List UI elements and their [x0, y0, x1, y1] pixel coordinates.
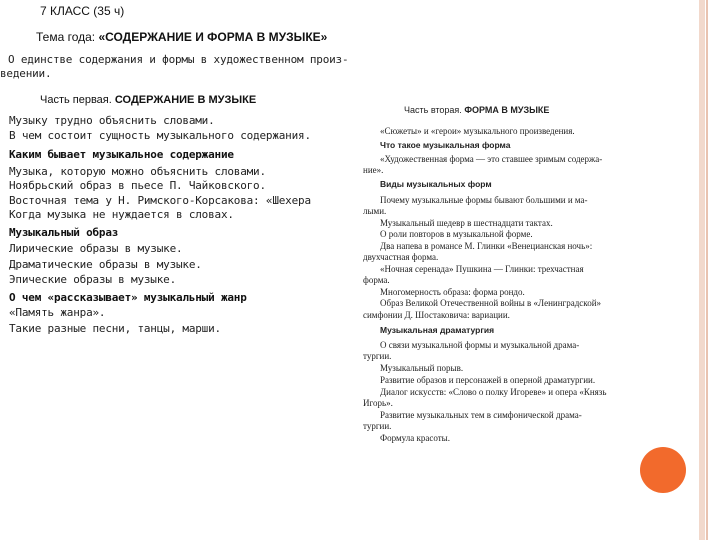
part2-heading [404, 105, 549, 115]
topic-line: Развитие музыкальных тем в симфонической драма- [380, 410, 582, 420]
topic-line: Формула красоты. [380, 433, 450, 443]
topic-line: Музыка, которую можно объяснить словами. [9, 165, 266, 178]
topic-line: В чем состоит сущность музыкального содержания. [9, 129, 311, 142]
topic-line: Игорь». [363, 398, 393, 408]
slide-frame-border [699, 0, 705, 540]
section-heading: О чем «рассказывает» музыкальный жанр [9, 291, 247, 304]
topic-line: О связи музыкальной формы и музыкальной драма- [380, 340, 580, 350]
topic-line: Музыку трудно объяснить словами. [9, 114, 215, 127]
year-theme [36, 30, 327, 44]
section-heading: Виды музыкальных форм [380, 179, 492, 189]
section-heading: Музыкальная драматургия [380, 325, 495, 335]
topic-line: Почему музыкальные формы бывают большими и ма- [380, 195, 588, 205]
part2-prefix: Часть вторая. [404, 105, 465, 115]
topic-line: двухчастная форма. [363, 252, 439, 262]
topic-line: лыми. [363, 206, 387, 216]
year-theme-title: «СОДЕРЖАНИЕ И ФОРМА В МУЗЫКЕ» [98, 30, 328, 44]
topic-line: Эпические образы в музыке. [9, 273, 176, 286]
topic-line: «Ночная серенада» Пушкина — Глинки: трехчастная [380, 264, 584, 274]
topic-line: Диалог искусств: «Слово о полку Игореве» и опера «Князь [380, 387, 607, 397]
topic-line: Такие разные песни, танцы, марши. [9, 322, 221, 335]
intro-line-2: ведении. [0, 67, 52, 80]
section-heading: Музыкальный образ [9, 226, 119, 239]
topic-line: Восточная тема у Н. Римского-Корсакова: «Шехера [9, 194, 311, 207]
left-column [0, 0, 350, 345]
topic-line: Музыкальный порыв. [380, 363, 464, 373]
section-heading: Каким бывает музыкальное содержание [9, 148, 234, 161]
topic-line: Лирические образы в музыке. [9, 242, 183, 255]
section-heading: Что такое музыкальная форма [380, 140, 511, 150]
topic-line: Многомерность образа: форма рондо. [380, 287, 525, 297]
topic-line: «Сюжеты» и «герои» музыкального произведения. [380, 126, 575, 136]
intro-line-1: О единстве содержания и формы в художественном произ- [8, 53, 349, 66]
orange-circle-decor [640, 447, 686, 493]
topic-line: симфонии Д. Шостаковича: вариации. [363, 310, 510, 320]
part1-heading [40, 94, 256, 106]
topic-line: О роли повторов в музыкальной форме. [380, 229, 533, 239]
topic-line: Когда музыка не нуждается в словах. [9, 208, 234, 221]
topic-line: тургии. [363, 421, 392, 431]
topic-line: Два напева в романсе М. Глинки «Венецианская ночь»: [380, 241, 593, 251]
topic-line: «Память жанра». [9, 306, 106, 319]
part1-title: СОДЕРЖАНИЕ В МУЗЫКЕ [114, 94, 257, 106]
grade-heading: 7 КЛАСС (35 ч) [40, 4, 125, 18]
topic-line: форма. [363, 275, 390, 285]
topic-line: «Художественная форма — это ставшее зримым содержа- [380, 154, 603, 164]
topic-line: ние». [363, 165, 384, 175]
part2-title: ФОРМА В МУЗЫКЕ [464, 105, 550, 115]
topic-line: Развитие образов и персонажей в оперной драматургии. [380, 375, 596, 385]
topic-line: Ноябрьский образ в пьесе П. Чайковского. [9, 179, 266, 192]
topic-line: Образ Великой Отечественной войны в «Ленинградской» [380, 298, 602, 308]
topic-line: Музыкальный шедевр в шестнадцати тактах. [380, 218, 553, 228]
year-theme-prefix: Тема года: [36, 30, 99, 44]
topic-line: тургии. [363, 351, 392, 361]
slide-frame-border-inner [706, 0, 708, 540]
topic-line: Драматические образы в музыке. [9, 258, 202, 271]
part1-prefix: Часть первая. [40, 94, 115, 106]
